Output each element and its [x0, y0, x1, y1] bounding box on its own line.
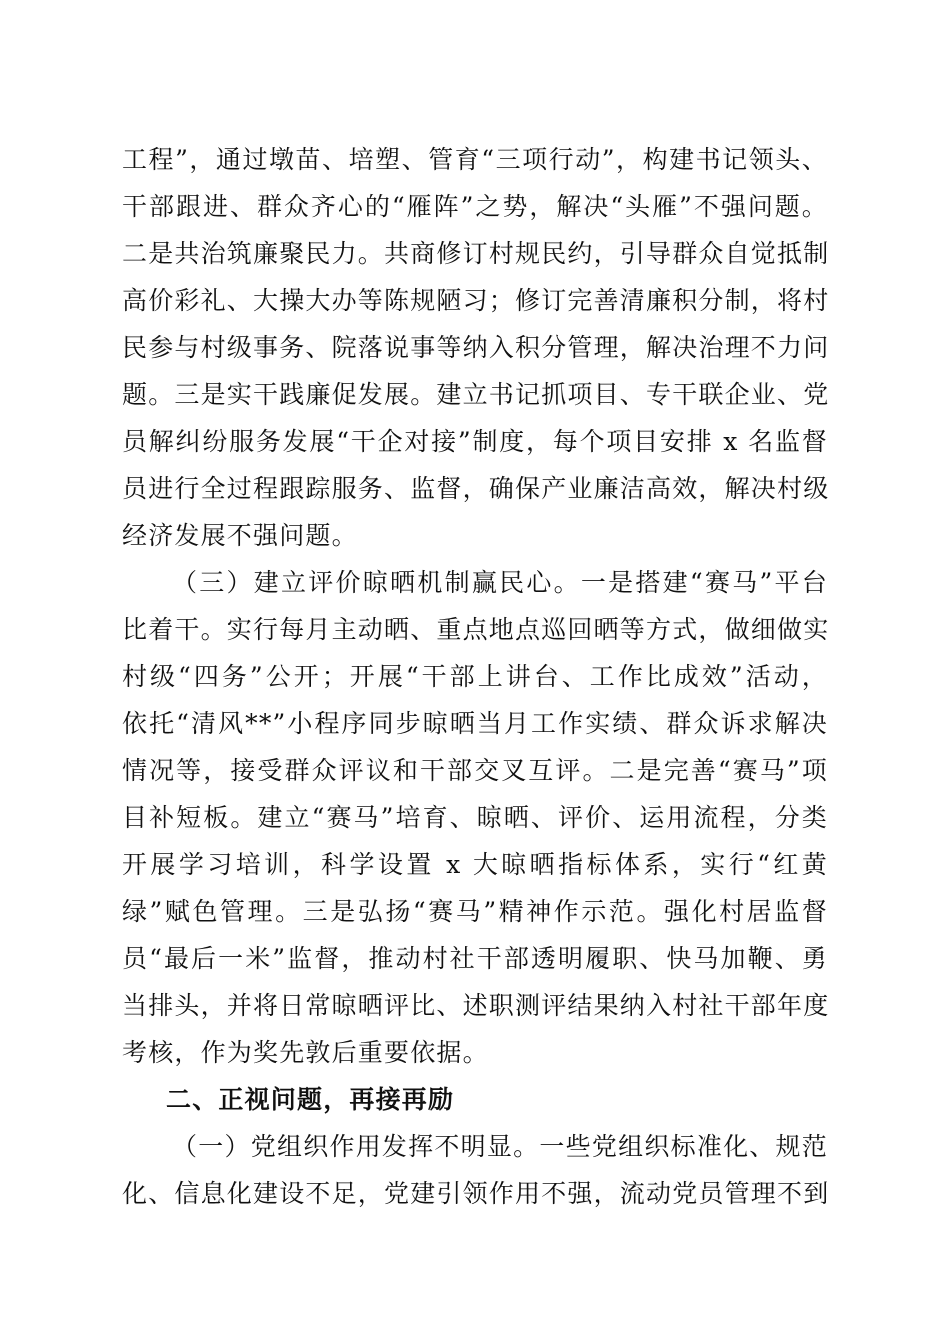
paragraph-line: 化、信息化建设不足，党建引领作用不强，流动党员管理不到 — [122, 1179, 830, 1208]
paragraph-line: 工程”，通过墩苗、培塑、管育“三项行动”，构建书记领头、 — [122, 145, 828, 174]
paragraph-line: 考核，作为奖先敦后重要依据。 — [122, 1038, 489, 1067]
paragraph-line: 目补短板。建立“赛马”培育、晾晒、评价、运用流程，分类 — [122, 803, 828, 832]
paragraph-line: 情况等，接受群众评议和干部交叉互评。二是完善“赛马”项 — [122, 756, 828, 785]
paragraph-line: 村级“四务”公开；开展“干部上讲台、工作比成效”活动， — [122, 662, 828, 691]
section-heading-line: （三）建立评价晾晒机制赢民心。一是搭建“赛马”平台 — [172, 568, 828, 597]
paragraph-line: 员进行全过程跟踪服务、监督，确保产业廉洁高效，解决村级 — [122, 474, 830, 503]
paragraph-line: 开展学习培训，科学设置 x 大晾晒指标体系，实行“红黄 — [122, 850, 828, 879]
paragraph-line: 比着干。实行每月主动晒、重点地点巡回晒等方式，做细做实 — [122, 615, 830, 644]
paragraph-line: 员“最后一米”监督，推动村社干部透明履职、快马加鞭、勇 — [122, 944, 828, 973]
section-heading-line: （一）党组织作用发挥不明显。一些党组织标准化、规范 — [172, 1132, 828, 1161]
section-title: 二、正视问题，再接再励 — [166, 1085, 455, 1114]
paragraph-line: 绿”赋色管理。三是弘扬“赛马”精神作示范。强化村居监督 — [122, 897, 828, 926]
paragraph-line: 高价彩礼、大操大办等陈规陋习；修订完善清廉积分制，将村 — [122, 286, 830, 315]
paragraph-line: 二是共治筑廉聚民力。共商修订村规民约，引导群众自觉抵制 — [122, 239, 830, 268]
paragraph-line: 依托“清风**”小程序同步晾晒当月工作实绩、群众诉求解决 — [122, 709, 828, 738]
paragraph-line: 民参与村级事务、院落说事等纳入积分管理，解决治理不力问 — [122, 333, 830, 362]
paragraph-line: 题。三是实干践廉促发展。建立书记抓项目、专干联企业、党 — [122, 380, 830, 409]
paragraph-line: 干部跟进、群众齐心的“雁阵”之势，解决“头雁”不强问题。 — [122, 192, 828, 221]
paragraph-line: 当排头，并将日常晾晒评比、述职测评结果纳入村社干部年度 — [122, 991, 830, 1020]
paragraph-line: 员解纠纷服务发展“干企对接”制度，每个项目安排 x 名监督 — [122, 427, 828, 456]
paragraph-line: 经济发展不强问题。 — [122, 521, 358, 550]
